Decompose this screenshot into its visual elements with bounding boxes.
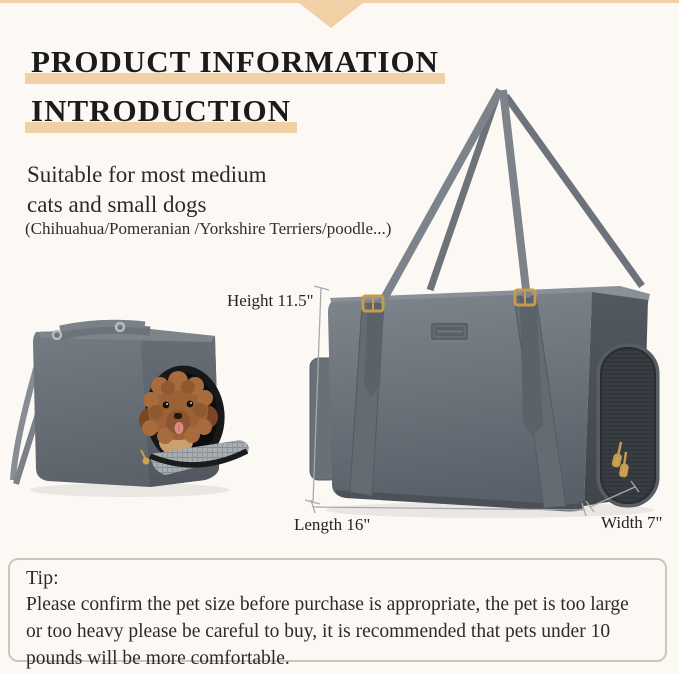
tip-box <box>8 558 667 669</box>
intro-line2: cats and small dogs <box>27 192 207 217</box>
carrier-photo <box>13 323 249 497</box>
tote-front-strap-left <box>381 90 500 304</box>
product-illustration <box>0 80 679 520</box>
tote-back-strap-right <box>506 96 642 286</box>
width-dimension-label: Width 7" <box>601 513 663 532</box>
tote-photo <box>310 90 657 518</box>
mesh-panel <box>601 348 655 503</box>
tip-title: Tip: <box>26 567 59 589</box>
top-accent-triangle <box>299 3 363 28</box>
page-title-line2: INTRODUCTION <box>25 93 297 133</box>
breed-note: (Chihuahua/Pomeranian /Yorkshire Terriers/poodle...) <box>25 219 392 238</box>
intro-line1: Suitable for most medium <box>27 162 267 187</box>
brand-patch <box>430 322 469 341</box>
tip-body: Please confirm the pet size before purchase is appropriate, the pet is too large or too heavy please be careful to buy, it is recommended that pets under 10 pounds will be more comfortable. <box>26 594 629 669</box>
length-dimension-label: Length 16" <box>294 515 371 534</box>
page-title-line1: PRODUCT INFORMATION <box>25 44 445 84</box>
height-dimension-label: Height 11.5" <box>227 291 314 310</box>
